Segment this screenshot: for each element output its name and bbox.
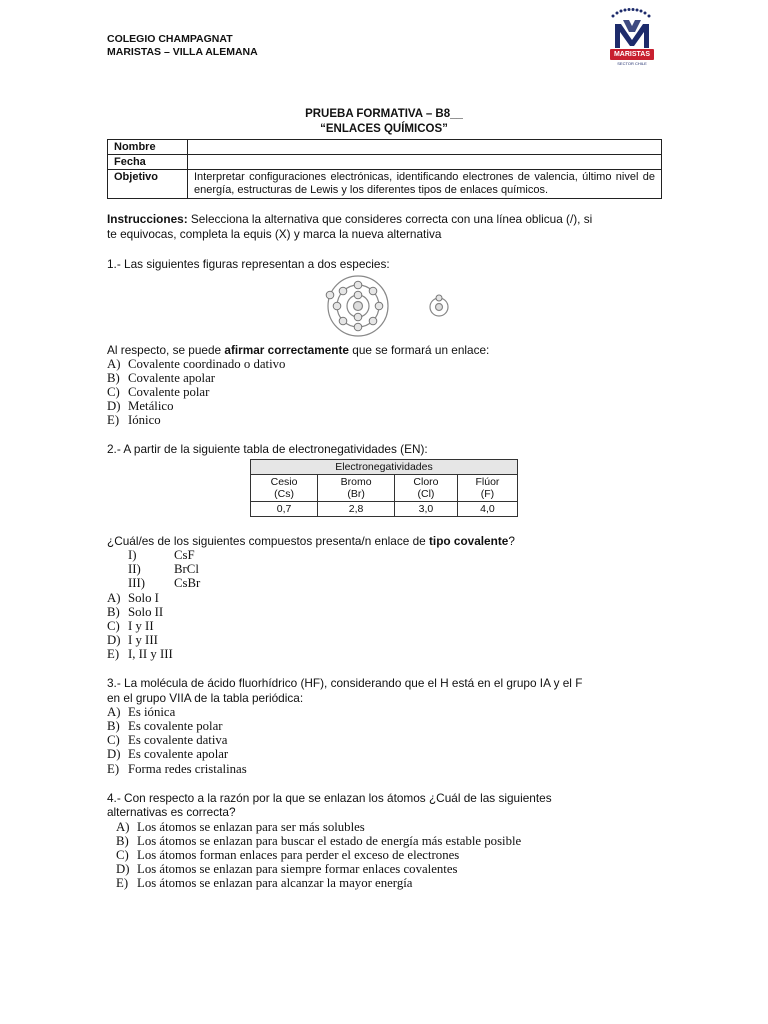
q2-stem-pre: ¿Cuál/es de los siguientes compuestos presenta/n enlace de	[107, 534, 429, 548]
option-text: Solo I	[128, 591, 159, 605]
option-text: Los átomos se enlazan para siempre formar enlaces covalentes	[137, 862, 458, 876]
q1-option-b[interactable]	[107, 371, 215, 386]
option-text: Es iónica	[128, 705, 176, 719]
q4-option-d[interactable]	[116, 862, 458, 877]
statement-key: III)	[128, 576, 146, 590]
option-key: A)	[107, 591, 121, 605]
element-name: Cloro	[413, 476, 439, 488]
option-key: E)	[107, 762, 120, 776]
en-value-chlorine: 3,0	[395, 502, 458, 517]
option-key: B)	[107, 719, 120, 733]
option-text: Covalente polar	[128, 385, 210, 399]
statement-key: I)	[128, 548, 137, 562]
q3-option-c[interactable]	[107, 733, 228, 748]
q1-option-c[interactable]	[107, 385, 209, 400]
option-text: Los átomos se enlazan para buscar el estado de energía más estable posible	[137, 834, 522, 848]
option-key: C)	[107, 619, 120, 633]
q2-option-e[interactable]	[107, 647, 173, 662]
statement-text: CsF	[174, 548, 195, 562]
atom-diagrams	[318, 273, 463, 339]
name-label: Nombre	[108, 140, 188, 155]
element-symbol: (Cs)	[274, 488, 294, 500]
school-location: MARISTAS – VILLA ALEMANA	[107, 46, 258, 58]
option-key: B)	[107, 605, 120, 619]
option-text: Forma redes cristalinas	[128, 762, 247, 776]
name-field[interactable]	[188, 140, 662, 155]
q4-prompt-line1: 4.- Con respecto a la razón por la que se enlazan los átomos ¿Cuál de las siguientes	[107, 791, 552, 805]
q4-option-a[interactable]	[116, 820, 365, 835]
option-key: B)	[116, 834, 129, 848]
en-value-bromine: 2,8	[318, 502, 395, 517]
q1-option-d[interactable]	[107, 399, 173, 414]
en-table-title: Electronegatividades	[251, 460, 518, 475]
logo-text: MARISTAS	[613, 51, 651, 58]
q1-stem-pre: Al respecto, se puede	[107, 343, 225, 357]
option-key: D)	[107, 747, 121, 761]
test-title: PRUEBA FORMATIVA – B8__	[305, 108, 463, 120]
q2-stem	[107, 534, 515, 548]
q2-statement-iii	[128, 576, 200, 591]
instructions-line1	[107, 212, 592, 226]
date-row	[108, 155, 662, 170]
test-subtitle: “ENLACES QUÍMICOS”	[320, 123, 448, 135]
q1-stem-bold: afirmar correctamente	[224, 343, 349, 357]
option-key: A)	[107, 357, 121, 371]
q3-option-d[interactable]	[107, 747, 228, 762]
option-text: Covalente coordinado o dativo	[128, 357, 286, 371]
option-text: Covalente apolar	[128, 371, 216, 385]
element-name: Bromo	[340, 476, 372, 488]
statement-text: CsBr	[174, 576, 201, 590]
school-header	[107, 33, 258, 59]
q3-prompt-line1: 3.- La molécula de ácido fluorhídrico (HF), considerando que el H está en el grupo IA y el F	[107, 676, 583, 690]
en-element-fluorine	[457, 475, 517, 502]
option-text: Los átomos forman enlaces para perder el exceso de electrones	[137, 848, 460, 862]
date-label: Fecha	[108, 155, 188, 170]
q2-statement-i	[128, 548, 195, 563]
option-text: Es covalente polar	[128, 719, 223, 733]
element-name: Cesio	[270, 476, 298, 488]
q1-stem	[107, 343, 489, 357]
q2-option-b[interactable]	[107, 605, 163, 620]
option-text: Iónico	[128, 413, 161, 427]
option-key: E)	[107, 647, 120, 661]
element-symbol: (Br)	[347, 488, 365, 500]
statement-text: BrCl	[174, 562, 199, 576]
q2-prompt: 2.- A partir de la siguiente tabla de electronegatividades (EN):	[107, 442, 428, 456]
option-key: B)	[107, 371, 120, 385]
option-text: Es covalente dativa	[128, 733, 228, 747]
option-key: E)	[116, 876, 129, 890]
option-text: Solo II	[128, 605, 164, 619]
option-key: C)	[107, 385, 120, 399]
option-text: Los átomos se enlazan para alcanzar la mayor energía	[137, 876, 413, 890]
date-field[interactable]	[188, 155, 662, 170]
q4-option-e[interactable]	[116, 876, 412, 891]
q4-prompt-line2: alternativas es correcta?	[107, 805, 236, 819]
q3-prompt-line2: en el grupo VIIA de la tabla periódica:	[107, 691, 304, 705]
option-key: C)	[107, 733, 120, 747]
instructions-text2: te equivocas, completa la equis (X) y marca la nueva alternativa	[107, 227, 442, 241]
element-name: Flúor	[475, 476, 500, 488]
q4-option-b[interactable]	[116, 834, 521, 849]
option-key: D)	[116, 862, 130, 876]
electronegativity-table	[250, 459, 518, 517]
option-key: A)	[116, 820, 130, 834]
en-element-chlorine	[395, 475, 458, 502]
statement-key: II)	[128, 562, 141, 576]
q1-option-a[interactable]	[107, 357, 285, 372]
option-key: D)	[107, 633, 121, 647]
element-symbol: (F)	[480, 488, 495, 500]
name-row	[108, 140, 662, 155]
option-key: E)	[107, 413, 120, 427]
q2-option-d[interactable]	[107, 633, 158, 648]
q1-option-e[interactable]	[107, 413, 161, 428]
option-text: I y II	[128, 619, 154, 633]
objective-label: Objetivo	[108, 170, 188, 199]
q3-option-b[interactable]	[107, 719, 223, 734]
en-value-cesium: 0,7	[251, 502, 318, 517]
q1-prompt: 1.- Las siguientes figuras representan a dos especies:	[107, 257, 390, 271]
objective-text: Interpretar configuraciones electrónicas, identificando electrones de valencia, último nivel de energía, estructuras de Lewis y los diferentes tipos de enlaces químicos.	[188, 170, 662, 199]
atom-b-electron	[436, 295, 442, 301]
student-info-table	[107, 139, 662, 199]
school-name: COLEGIO CHAMPAGNAT	[107, 33, 233, 45]
q3-option-a[interactable]	[107, 705, 175, 720]
logo-subtext: SECTOR CHILE	[617, 61, 647, 66]
option-text: Los átomos se enlazan para ser más solubles	[137, 820, 365, 834]
q2-stem-bold: tipo covalente	[428, 534, 509, 548]
option-text: Es covalente apolar	[128, 747, 229, 761]
option-key: A)	[107, 705, 121, 719]
option-text: Metálico	[128, 399, 174, 413]
en-element-bromine	[318, 475, 395, 502]
option-key: D)	[107, 399, 121, 413]
en-element-cesium	[251, 475, 318, 502]
objective-row	[108, 170, 662, 199]
option-text: I, II y III	[128, 647, 173, 661]
en-value-fluorine: 4,0	[457, 502, 517, 517]
q2-option-c[interactable]	[107, 619, 154, 634]
q1-stem-post: que se formará un enlace:	[348, 343, 490, 357]
q2-statement-ii	[128, 562, 199, 577]
q2-option-a[interactable]	[107, 591, 159, 606]
maristas-logo	[607, 8, 657, 74]
q3-option-e[interactable]	[107, 762, 247, 777]
element-symbol: (Cl)	[417, 488, 435, 500]
option-key: C)	[116, 848, 129, 862]
instructions-label: Instrucciones:	[107, 212, 188, 226]
instructions-text1: Selecciona la alternativa que consideres correcta con una línea oblicua (/), si	[187, 212, 593, 226]
q2-stem-post: ?	[508, 534, 515, 548]
q4-option-c[interactable]	[116, 848, 459, 863]
option-text: I y III	[128, 633, 158, 647]
